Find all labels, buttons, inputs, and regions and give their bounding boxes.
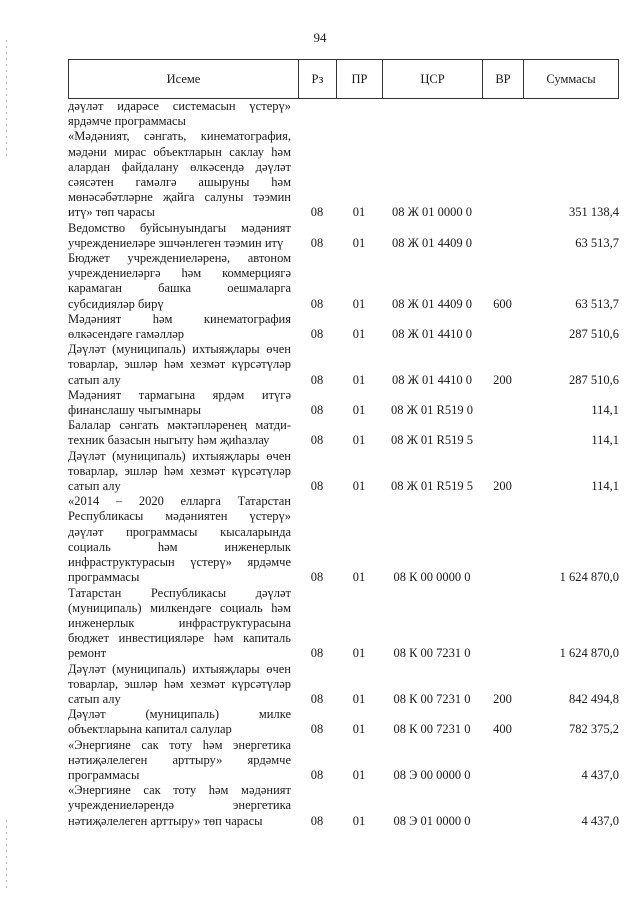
table-row [68, 221, 619, 251]
row-name: Дәүләт (муниципаль) милке объектларына капитал салулар [68, 707, 291, 737]
row-pr: 01 [352, 646, 366, 661]
row-rz: 08 [310, 813, 324, 828]
row-csr: 08 К 00 7231 0 [393, 722, 471, 737]
row-rz: 08 [310, 205, 324, 220]
table-row [68, 494, 619, 585]
row-name: Дәүләт (муниципаль) ихтыяҗлары өчен товарлар, эшләр һәм хезмәт күрсәтүләр сатып алу [68, 342, 291, 387]
row-rz: 08 [310, 433, 324, 448]
row-sum: 114,1 [591, 403, 619, 418]
row-csr: 08 Ж 01 R519 5 [390, 433, 474, 448]
row-pr: 01 [352, 479, 366, 494]
row-sum: 114,1 [591, 433, 619, 448]
row-sum: 842 494,8 [569, 691, 619, 706]
column-header-pr: ПР [337, 60, 383, 98]
table-row [68, 99, 619, 129]
row-csr: 08 Э 01 0000 0 [393, 813, 471, 828]
table-row [68, 129, 619, 220]
table-row [68, 251, 619, 312]
row-csr: 08 Ж 01 0000 0 [392, 205, 472, 220]
row-pr: 01 [352, 372, 366, 387]
column-header-csr: ЦСР [383, 60, 483, 98]
row-sum: 1 624 870,0 [559, 570, 619, 585]
row-rz: 08 [310, 691, 324, 706]
table-row [68, 662, 619, 708]
page-number: 94 [313, 30, 327, 45]
row-sum: 114,1 [591, 479, 619, 494]
column-header-rz: Рз [299, 60, 337, 98]
row-name: «Энергияне сак тоту һәм мәдәният учреждениеләрендә энергетика нәтиҗәлелеген арттыру» төп чарасы [68, 783, 291, 828]
row-pr: 01 [352, 813, 366, 828]
row-rz: 08 [310, 767, 324, 782]
row-name: Дәүләт (муниципаль) ихтыяҗлары өчен товарлар, эшләр һәм хезмәт күрсәтүләр сатып алу [68, 661, 291, 706]
column-header-name: Исеме [69, 60, 299, 98]
row-name: Бюджет учреждениеләренә, автоном учреждениеләргә һәм коммерциягә карамаган башка оешмаларга субсидияләр бирү [68, 251, 291, 311]
row-name: дәүләт идарәсе системасын үстерү» ярдәмче программасы [68, 99, 291, 129]
row-csr: 08 Ж 01 4409 0 [392, 296, 472, 311]
table-row [68, 783, 619, 829]
row-vr: 200 [493, 372, 512, 387]
table-row [68, 707, 619, 737]
row-name: Балалар сәнгать мәктәпләренең матди-техник базасын ныгыту һәм җиһазлау [68, 418, 291, 448]
row-name: «2014 – 2020 елларга Татарстан Республикасы мәдәниятен үстерү» дәүләт программасы кысаларында социаль һәм инженерлык инфраструктурасын үстерү» ярдәмче программасы [68, 494, 291, 585]
row-rz: 08 [310, 570, 324, 585]
row-csr: 08 Ж 01 R519 0 [390, 403, 474, 418]
row-pr: 01 [352, 570, 366, 585]
row-pr: 01 [352, 433, 366, 448]
row-name: «Мәдәният, сәнгать, кинематография, мәдәни мирас объектларын саклау һәм алардан файдалану өлкәсендә дәүләт сәясәтен гамәлгә ашыруны һәм мөнәсәбәтләрне җайга салуны тәэмин итү» төп чарасы [68, 129, 291, 220]
row-rz: 08 [310, 372, 324, 387]
row-vr: 200 [493, 479, 512, 494]
row-pr: 01 [352, 205, 366, 220]
row-rz: 08 [310, 296, 324, 311]
table-row [68, 312, 619, 342]
row-sum: 63 513,7 [575, 235, 619, 250]
row-csr: 08 Ж 01 4410 0 [392, 327, 472, 342]
row-vr: 600 [493, 296, 512, 311]
table-row [68, 342, 619, 388]
row-pr: 01 [352, 235, 366, 250]
row-pr: 01 [352, 296, 366, 311]
row-name: «Энергияне сак тоту һәм энергетика нәтиҗәлелеген арттыру» ярдәмче программасы [68, 737, 291, 782]
row-csr: 08 Ж 01 R519 5 [390, 479, 474, 494]
column-header-vr: ВР [483, 60, 524, 98]
row-rz: 08 [310, 235, 324, 250]
row-vr: 400 [493, 722, 512, 737]
table-body [68, 99, 619, 829]
row-sum: 63 513,7 [575, 296, 619, 311]
row-name: Татарстан Республикасы дәүләт (муниципаль) милкендәге социаль һәм инженерлык инфраструктурасына бюджет инвестицияләре һәм капиталь ремонт [68, 585, 291, 661]
row-sum: 287 510,6 [569, 327, 619, 342]
row-pr: 01 [352, 767, 366, 782]
row-csr: 08 Ж 01 4409 0 [392, 235, 472, 250]
row-csr: 08 Э 00 0000 0 [393, 767, 471, 782]
table-row [68, 449, 619, 495]
row-name: Мәдәният һәм кинематография өлкәсендәге гамәлләр [68, 311, 291, 342]
row-rz: 08 [310, 327, 324, 342]
scan-margin-mark [6, 40, 7, 160]
row-csr: 08 К 00 0000 0 [393, 570, 471, 585]
row-rz: 08 [310, 722, 324, 737]
row-sum: 4 437,0 [581, 767, 619, 782]
table-header [68, 59, 619, 99]
row-csr: 08 Ж 01 4410 0 [392, 372, 472, 387]
row-name: Дәүләт (муниципаль) ихтыяҗлары өчен товарлар, эшләр һәм хезмәт күрсәтүләр сатып алу [68, 448, 291, 494]
row-pr: 01 [352, 403, 366, 418]
row-rz: 08 [310, 646, 324, 661]
row-csr: 08 К 00 7231 0 [393, 691, 471, 706]
row-rz: 08 [310, 403, 324, 418]
row-sum: 287 510,6 [569, 372, 619, 387]
row-rz: 08 [310, 479, 324, 494]
row-name: Ведомство буйсынуындагы мәдәният учреждениеләре эшчәнлеген тәэмин итү [68, 220, 291, 250]
table-row [68, 738, 619, 784]
row-pr: 01 [352, 327, 366, 342]
scan-margin-mark [6, 820, 7, 890]
row-sum: 1 624 870,0 [559, 646, 619, 661]
row-sum: 782 375,2 [569, 722, 619, 737]
table-row [68, 586, 619, 662]
row-name: Мәдәният тармагына ярдәм итүгә финанслашу чыгымнары [68, 387, 291, 418]
table-row [68, 388, 619, 418]
row-sum: 351 138,4 [569, 205, 619, 220]
row-sum: 4 437,0 [581, 813, 619, 828]
table-row [68, 418, 619, 448]
row-pr: 01 [352, 722, 366, 737]
row-pr: 01 [352, 691, 366, 706]
row-vr: 200 [493, 691, 512, 706]
column-header-sum: Суммасы [546, 71, 596, 86]
row-csr: 08 К 00 7231 0 [393, 646, 471, 661]
